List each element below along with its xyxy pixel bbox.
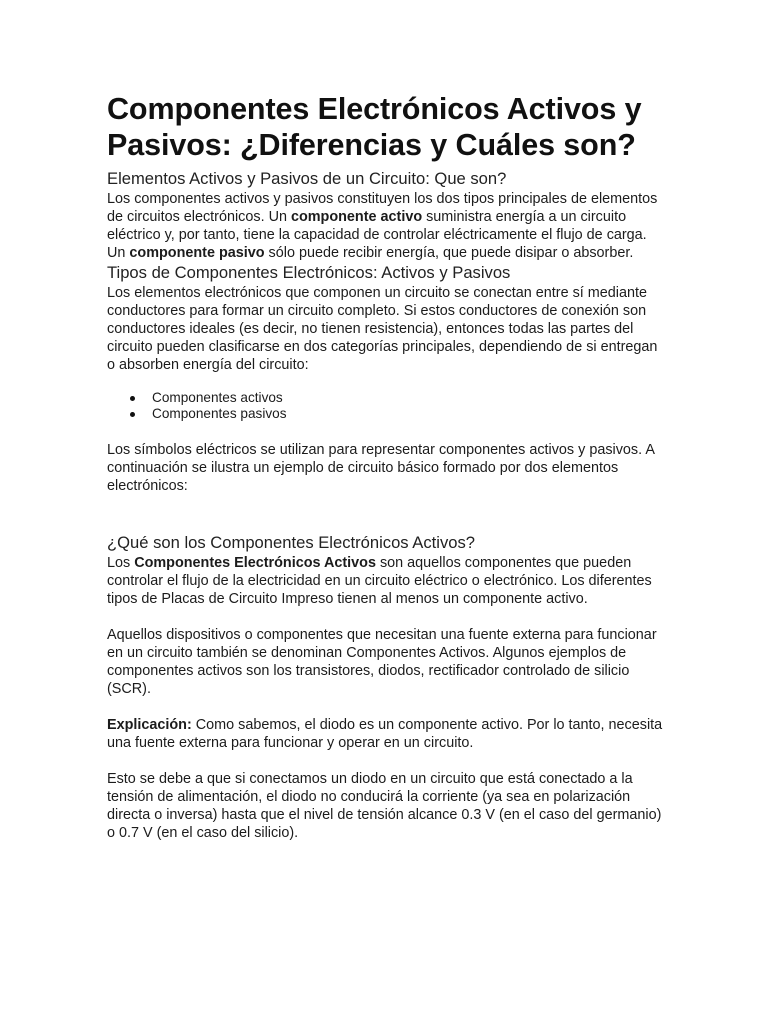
label-explicacion: Explicación: [107,717,192,733]
list-item-label: Componentes pasivos [152,406,287,421]
term-componente-pasivo: componente pasivo [129,245,265,261]
bullet-icon [130,396,135,401]
paragraph-activos-text-2: son aquellos componentes que pueden controlar el flujo de la electricidad en un circuito eléctrico o electrónico. Los diferentes tipos de Placas de Circuito Impreso tienen al menos un componente activo. [107,555,652,607]
paragraph-intro [107,190,667,262]
paragraph-activos-definition [107,554,667,608]
paragraph-tipos: Los elementos electrónicos que componen un circuito se conectan entre sí mediante conductores para formar un circuito completo. Si estos conductores de conexión son conductores ideales (es decir, no tienen resistencia), entonces todas las partes del circuito pueden clasificarse en dos categorías principales, dependiendo de si entregan o absorben energía del circuito: [107,285,658,373]
document-content [107,91,667,842]
list-item [107,406,667,422]
bullet-list-tipos [107,390,667,422]
paragraph-dispositivos: Aquellos dispositivos o componentes que necesitan una fuente externa para funcionar en un circuito también se denominan Componentes Activos. Algunos ejemplos de componentes activos son los transistores, diodos, rectificador controlado de silicio (SCR). [107,627,657,697]
term-componentes-activos: Componentes Electrónicos Activos [134,555,376,571]
term-componente-activo: componente activo [290,209,423,225]
paragraph-intro-text-3: sólo puede recibir energía, que puede disipar o absorber. [264,245,634,261]
bullet-icon [130,412,135,417]
list-item-label: Componentes activos [152,390,283,405]
paragraph-explicacion [107,716,667,752]
paragraph-diodo: Esto se debe a que si conectamos un diodo en un circuito que está conectado a la tensión de alimentación, el diodo no conducirá la corriente (ya sea en polarización directa o inversa) hasta que el nivel de tensión alcance 0.3 V (en el caso del germanio) o 0.7 V (en el caso del silicio). [107,771,662,841]
heading-tipos: Tipos de Componentes Electrónicos: Activos y Pasivos [107,263,511,282]
paragraph-intro-text-2: suministra energía a un circuito eléctrico y, por tanto, tiene la capacidad de controlar eléctricamente el flujo de carga. Un [107,209,647,261]
paragraph-explicacion-text: Como sabemos, el diodo es un componente activo. Por lo tanto, necesita una fuente externa para funcionar y operar en un circuito. [107,717,663,751]
paragraph-activos-text-1: Los [107,555,135,571]
paragraph-simbolos: Los símbolos eléctricos se utilizan para representar componentes activos y pasivos. A continuación se ilustra un ejemplo de circuito básico formado por dos elementos electrónicos: [107,442,655,494]
heading-elementos: Elementos Activos y Pasivos de un Circuito: Que son? [107,169,507,188]
paragraph-intro-text-1: Los componentes activos y pasivos constituyen los dos tipos principales de elementos de circuitos electrónicos. Un [107,191,658,225]
list-item [107,390,667,406]
page-title: Componentes Electrónicos Activos y Pasivos: ¿Diferencias y Cuáles son? [107,92,642,162]
heading-activos: ¿Qué son los Componentes Electrónicos Activos? [107,533,476,552]
